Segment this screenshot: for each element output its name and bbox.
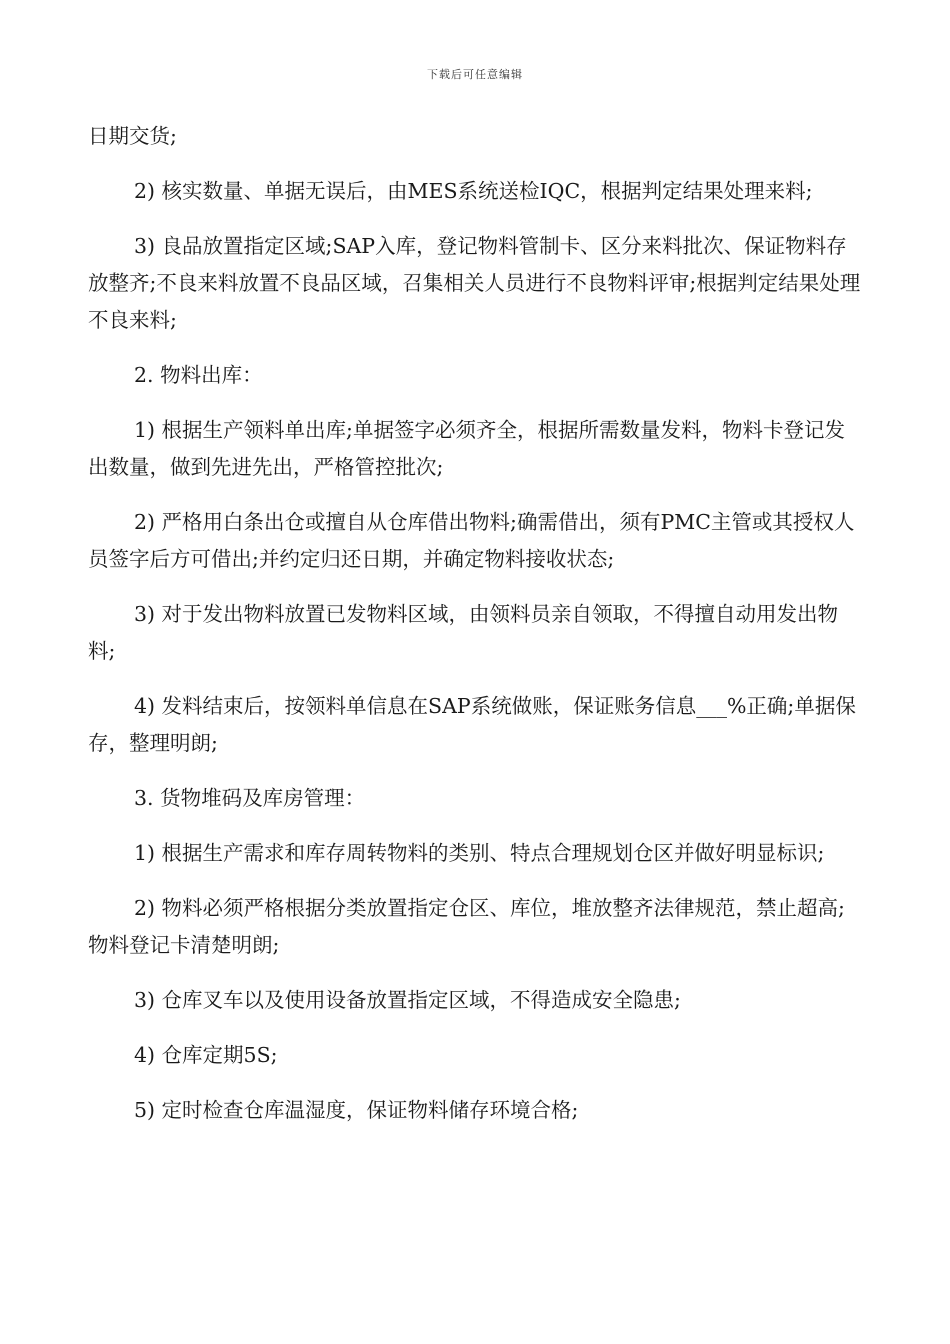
paragraph-item: 2) 严格用白条出仓或擅自从仓库借出物料;确需借出，须有PMC主管或其授权人员签字后方可借出;并约定归还日期，并确定物料接收状态; — [88, 510, 855, 571]
paragraph-continuation: 日期交货; — [88, 124, 177, 148]
paragraph-item: 2) 核实数量、单据无误后，由MES系统送检IQC，根据判定结果处理来料; — [134, 179, 813, 203]
paragraph-item: 3) 良品放置指定区域;SAP入库，登记物料管制卡、区分来料批次、保证物料存放整齐;不良来料放置不良品区域，召集相关人员进行不良物料评审;根据判定结果处理不良来料; — [88, 234, 861, 332]
paragraph-item: 3) 仓库叉车以及使用设备放置指定区域，不得造成安全隐患; — [134, 988, 681, 1012]
document-body — [88, 118, 862, 1147]
paragraph-item: 5) 定时检查仓库温湿度，保证物料储存环境合格; — [134, 1098, 579, 1122]
section-heading: 2. 物料出库： — [134, 363, 263, 387]
page-header: 下载后可任意编辑 — [427, 68, 523, 81]
section-heading: 3. 货物堆码及库房管理： — [134, 786, 366, 810]
paragraph-item: 2) 物料必须严格根据分类放置指定仓区、库位，堆放整齐法律规范，禁止超高;物料登记卡清楚明朗; — [88, 896, 845, 957]
paragraph-item: 1) 根据生产需求和库存周转物料的类别、特点合理规划仓区并做好明显标识; — [134, 841, 825, 865]
paragraph-item: 3) 对于发出物料放置已发物料区域，由领料员亲自领取，不得擅自动用发出物料; — [88, 602, 839, 663]
paragraph-item: 1) 根据生产领料单出库;单据签字必须齐全，根据所需数量发料，物料卡登记发出数量，做到先进先出，严格管控批次; — [88, 418, 845, 479]
paragraph-item: 4) 仓库定期5S; — [134, 1043, 278, 1067]
paragraph-item: 4) 发料结束后，按领料单信息在SAP系统做账，保证账务信息___%正确;单据保存，整理明朗; — [88, 694, 856, 755]
